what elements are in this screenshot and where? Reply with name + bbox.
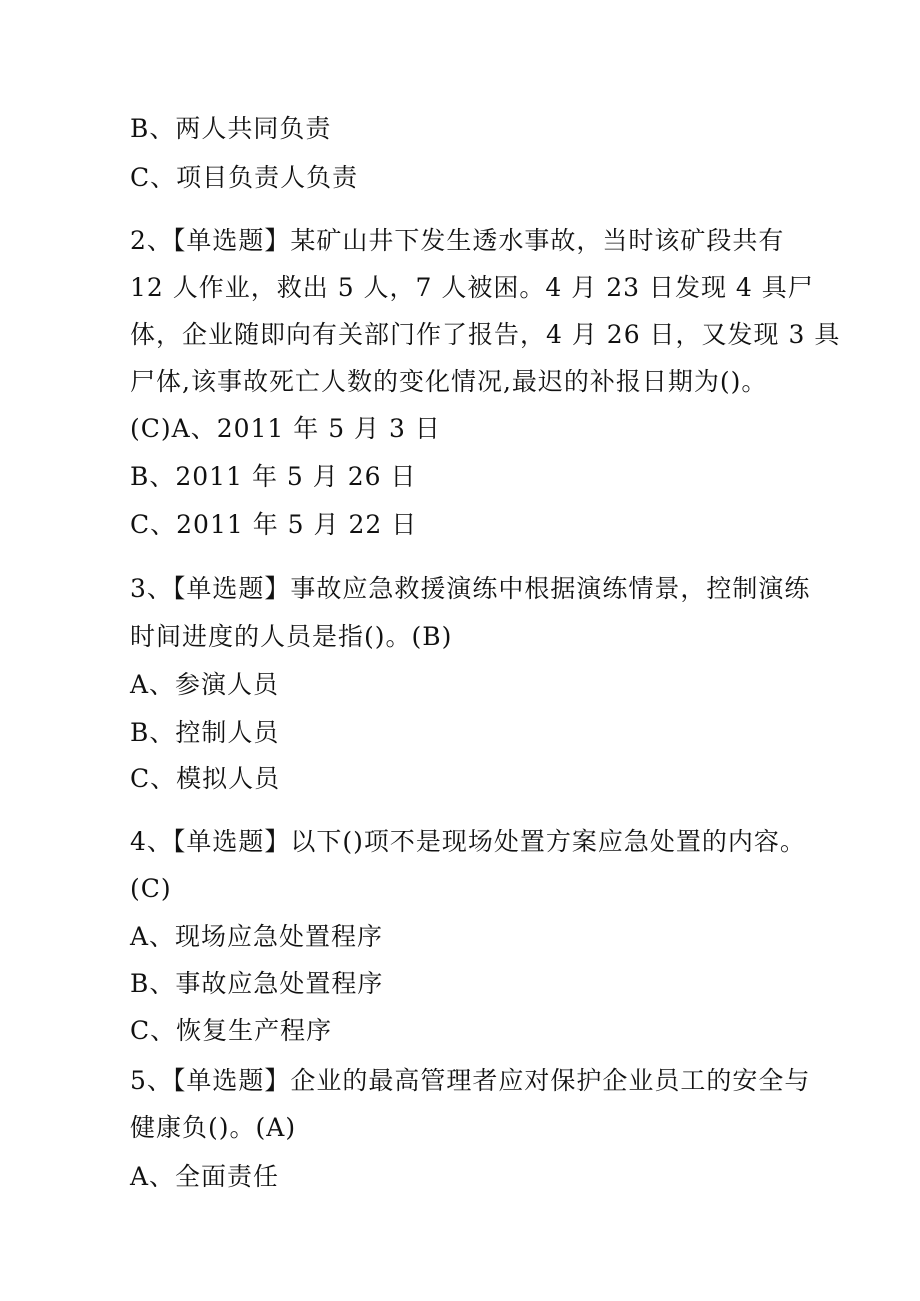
option-line: A、参演人员 <box>130 670 280 699</box>
question-line: 健康负()。(A) <box>130 1113 297 1142</box>
question-line: 5、【单选题】企业的最高管理者应对保护企业员工的安全与 <box>130 1066 811 1095</box>
option-line: C、项目负责人负责 <box>130 163 359 192</box>
question-line: 12 人作业，救出 5 人，7 人被困。4 月 23 日发现 4 具尸 <box>130 273 814 302</box>
option-line: C、2011 年 5 月 22 日 <box>130 510 418 539</box>
question-line: (C) <box>130 874 172 903</box>
question-line: 3、【单选题】事故应急救援演练中根据演练情景，控制演练 <box>130 574 811 603</box>
option-line: C、模拟人员 <box>130 764 281 793</box>
question-line: 4、【单选题】以下()项不是现场处置方案应急处置的内容。 <box>130 827 806 856</box>
option-line: B、2011 年 5 月 26 日 <box>130 462 417 491</box>
option-line: A、全面责任 <box>130 1162 280 1191</box>
option-line: (C)A、2011 年 5 月 3 日 <box>130 414 441 443</box>
option-line: B、两人共同负责 <box>130 114 332 143</box>
option-line: B、事故应急处置程序 <box>130 969 384 998</box>
option-line: A、现场应急处置程序 <box>130 922 384 951</box>
option-line: B、控制人员 <box>130 718 280 747</box>
question-line: 2、【单选题】某矿山井下发生透水事故，当时该矿段共有 <box>130 226 785 255</box>
question-line: 体，企业随即向有关部门作了报告，4 月 26 日，又发现 3 具 <box>130 320 841 349</box>
option-line: C、恢复生产程序 <box>130 1016 333 1045</box>
question-line: 尸体,该事故死亡人数的变化情况,最迟的补报日期为()。 <box>130 367 768 396</box>
question-line: 时间进度的人员是指()。(B) <box>130 622 453 651</box>
